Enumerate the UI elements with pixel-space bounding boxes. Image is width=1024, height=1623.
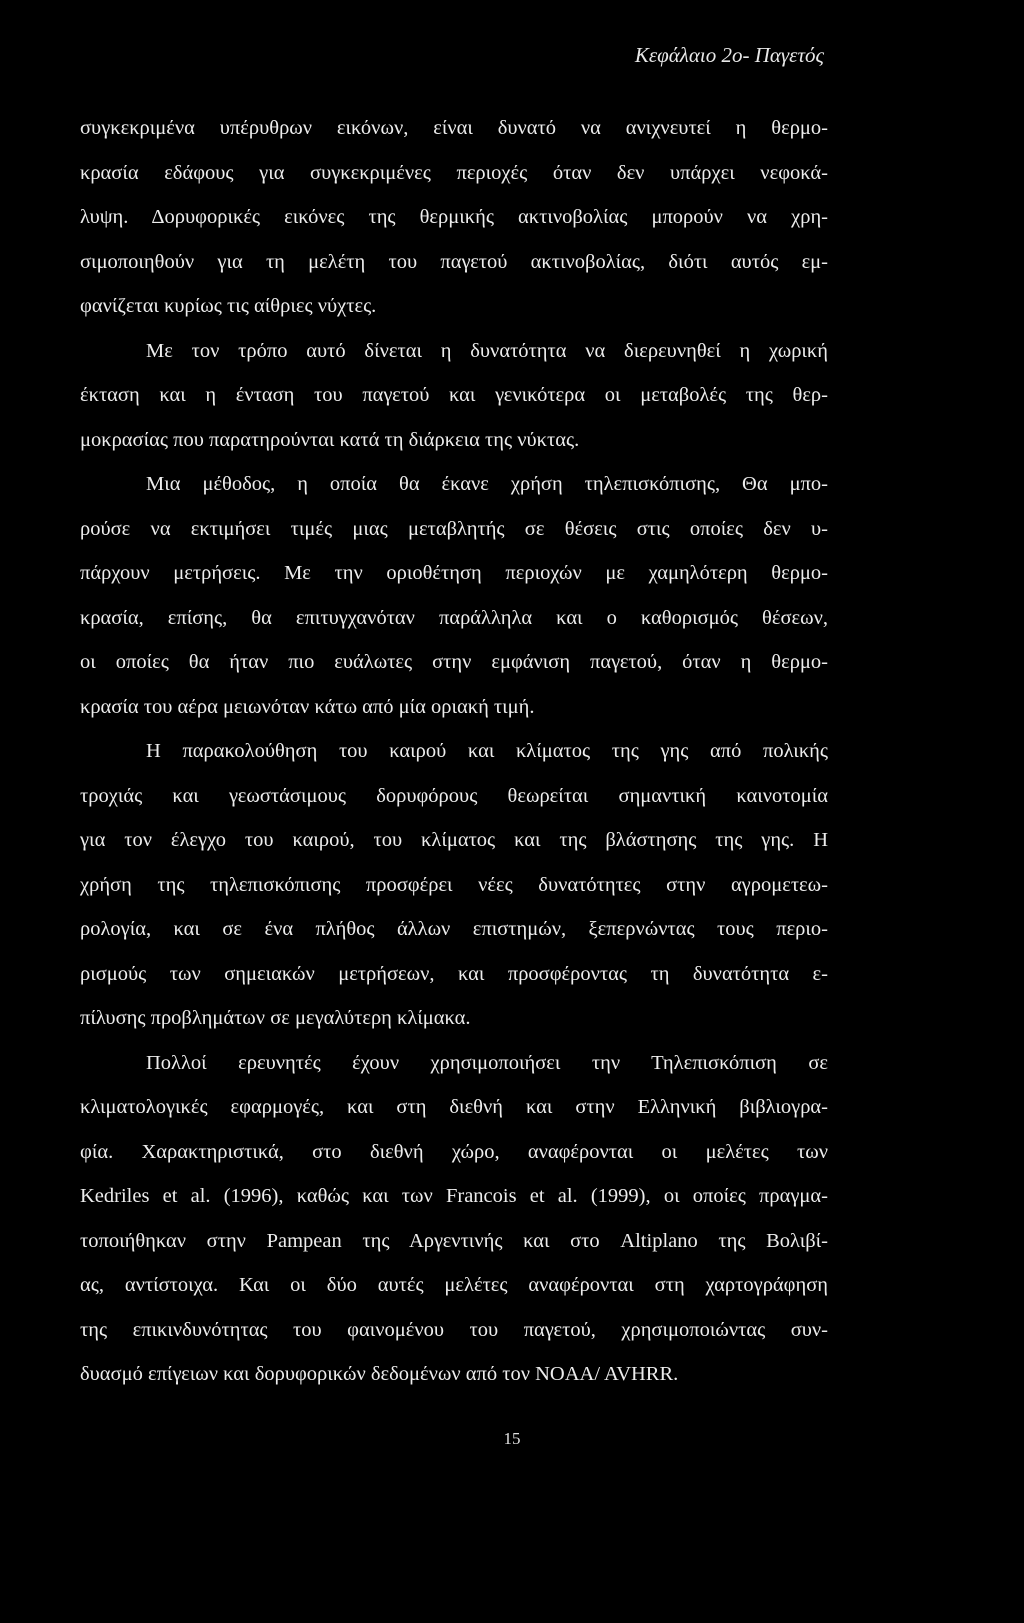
text-line: κρασία εδάφους για συγκεκριμένες περιοχές όταν δεν υπάρχει νεφοκά- [80,161,828,184]
page-number: 15 [503,1429,521,1448]
text-line: μοκρασίας που παρατηρούνται κατά τη διάρκεια της νύκτας. [80,428,580,451]
text-line: πίλυσης προβλημάτων σε μεγαλύτερη κλίμακα. [80,1007,471,1029]
chapter-header: Κεφάλαιο 2ο- Παγετός [634,43,824,67]
text-line: της επικινδυνότητας του φαινομένου του παγετού, χρησιμοποιώντας συν- [80,1318,828,1341]
text-line: έκταση και η ένταση του παγετού και γενικότερα οι μεταβολές της θερ- [80,384,828,406]
text-line: σιμοποιηθούν για τη μελέτη του παγετού ακτινοβολίας, διότι αυτός εμ- [80,250,828,273]
paragraph-start-line: Πολλοί ερευνητές έχουν χρησιμοποιήσει την Τηλεπισκόπιση σε [146,1051,828,1074]
text-line: κρασία, επίσης, θα επιτυγχανόταν παράλληλα και ο καθορισμός θέσεων, [80,606,828,629]
text-line: συγκεκριμένα υπέρυθρων εικόνων, είναι δυνατό να ανιχνευτεί η θερμο- [80,117,828,139]
text-line: για τον έλεγχο του καιρού, του κλίματος και της βλάστησης της γης. Η [80,829,828,851]
text-line: ρολογία, και σε ένα πλήθος άλλων επιστημών, ξεπερνώντας τους περιο- [80,918,828,940]
text-line: δυασμό επίγειων και δορυφορικών δεδομένων από τον NOAA/ AVHRR. [80,1363,679,1385]
text-line: χρήση της τηλεπισκόπισης προσφέρει νέες δυνατότητες στην αγρομετεω- [80,873,828,896]
text-line: πάρχουν μετρήσεις. Με την οριοθέτηση περιοχών με χαμηλότερη θερμο- [80,562,828,584]
text-line: οι οποίες θα ήταν πιο ευάλωτες στην εμφάνιση παγετού, όταν η θερμο- [80,651,828,673]
text-line: ρισμούς των σημειακών μετρήσεων, και προσφέροντας τη δυνατότητα ε- [80,962,828,985]
text-line: φανίζεται κυρίως τις αίθριες νύχτες. [80,295,377,317]
paragraph-start-line: Η παρακολούθηση του καιρού και κλίματος της γης από πολικής [146,740,828,762]
text-line: Kedriles et al. (1996), καθώς και των Francois et al. (1999), οι οποίες πραγμα- [80,1185,828,1207]
text-line: λυψη. Δορυφορικές εικόνες της θερμικής ακτινοβολίας μπορούν να χρη- [80,206,828,228]
text-line: φία. Χαρακτηριστικά, στο διεθνή χώρο, αναφέρονται οι μελέτες των [80,1140,828,1163]
text-line: κρασία του αέρα μειωνόταν κάτω από μία οριακή τιμή. [80,695,535,718]
body-text [80,106,828,1397]
paragraph-start-line: Μια μέθοδος, η οποία θα έκανε χρήση τηλεπισκόπισης, Θα μπο- [146,473,828,495]
text-line: κλιματολογικές εφαρμογές, και στη διεθνή και στην Ελληνική βιβλιογρα- [80,1096,828,1118]
text-line: τροχιάς και γεωστάσιμους δορυφόρους θεωρείται σημαντική καινοτομία [80,784,828,807]
text-line: ας, αντίστοιχα. Και οι δύο αυτές μελέτες αναφέρονται στη χαρτογράφηση [80,1274,828,1296]
text-line: τοποιήθηκαν στην Pampean της Αργεντινής και στο Altiplano της Βολιβί- [80,1229,828,1252]
paragraph-start-line: Με τον τρόπο αυτό δίνεται η δυνατότητα να διερευνηθεί η χωρική [146,339,828,362]
text-line: ρούσε να εκτιμήσει τιμές μιας μεταβλητής σε θέσεις στις οποίες δεν υ- [80,517,828,540]
